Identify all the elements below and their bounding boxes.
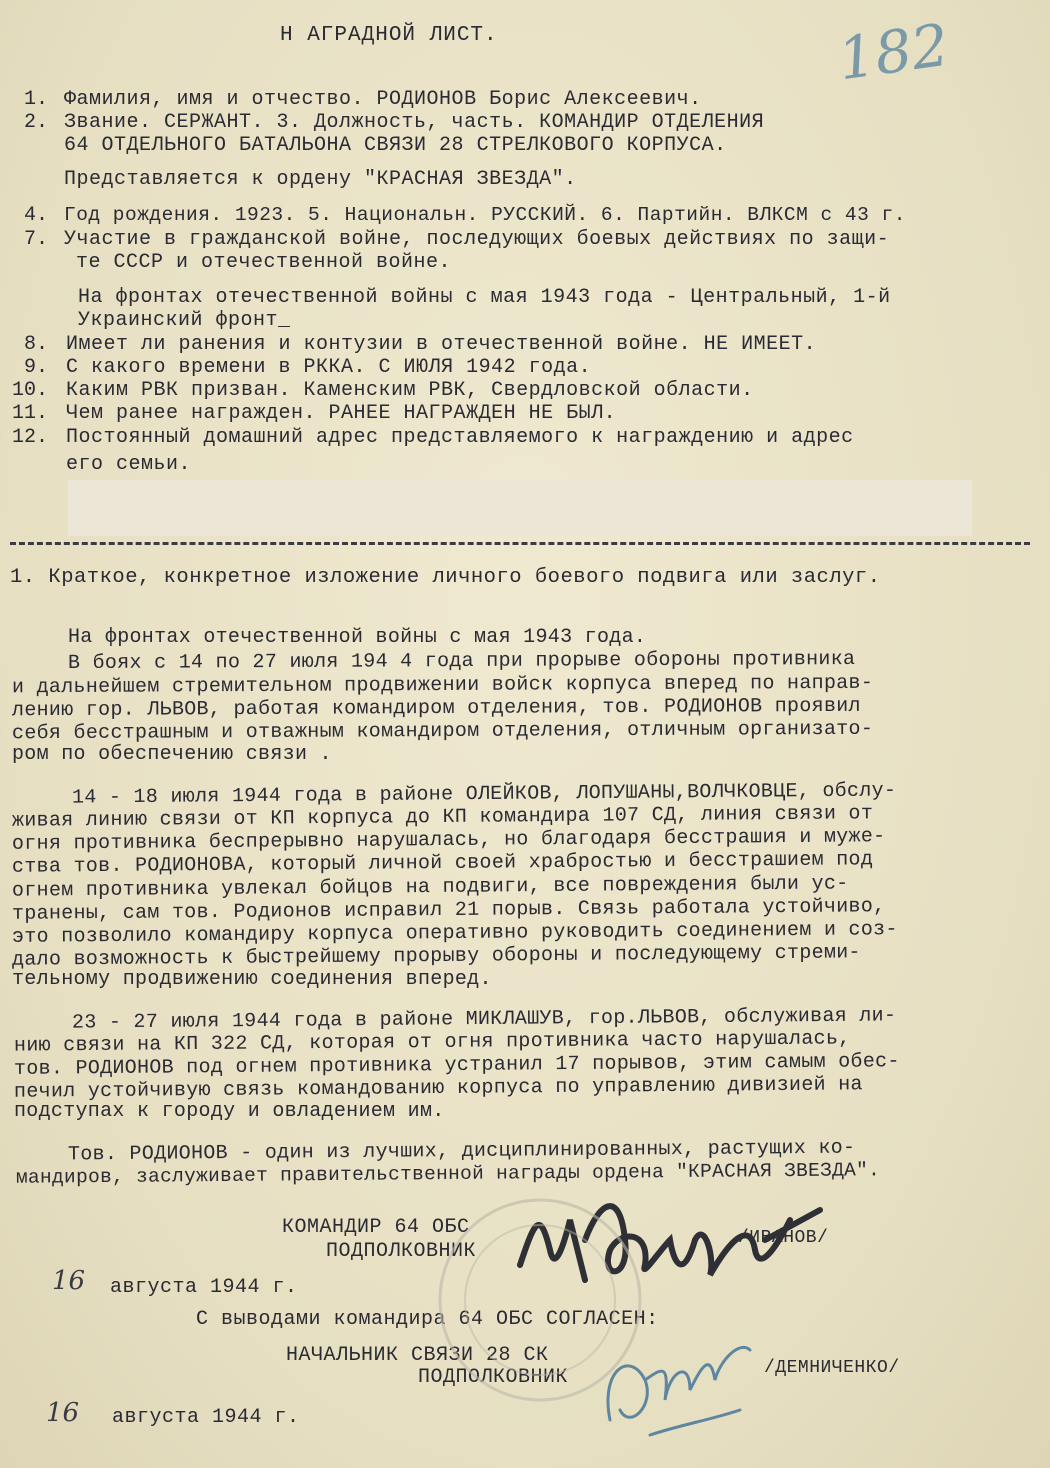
field-participation: Участие в гражданской войне, последующих боевых действиях по защи- [64, 228, 890, 251]
body-line: лению гор. ЛЬВОВ, работая командиром отделения, тов. РОДИОНОВ проявил [11, 694, 861, 723]
body-line: ства тов. РОДИОНОВА, который личной своей храбростью и бесстрашием под [11, 848, 874, 879]
body-line: тельному продвижению соединения вперед. [12, 968, 492, 991]
archive-number: 182 [833, 10, 953, 94]
signer1-date-day: 16 [52, 1266, 86, 1296]
field-num: 2. [23, 111, 48, 134]
field-unit: 64 ОТДЕЛЬНОГО БАТАЛЬОНА СВЯЗИ 28 СТРЕЛКОВОГО КОРПУСА. [64, 134, 727, 157]
demnichenko-signature [590, 1310, 790, 1450]
body-line: подступах к городу и овладением им. [14, 1100, 445, 1123]
field-num: 11. [11, 402, 48, 425]
body-line: 14 - 18 июля 1944 года в районе ОЛЕЙКОВ, ЛОПУШАНЫ,ВОЛЧКОВЦЕ, обслу- [71, 779, 897, 810]
body-line: ром по обеспечению связи . [12, 743, 332, 766]
signer1-rank: ПОДПОЛКОВНИК [326, 1240, 477, 1263]
body-line: Тов. РОДИОНОВ - один из лучших, дисциплинированных, растущих ко- [67, 1136, 856, 1167]
body-line: 23 - 27 июля 1944 года в районе МИКЛАШУВ, гор.ЛЬВОВ, обслуживая ли- [71, 1004, 897, 1035]
field-previous-awards: Чем ранее награжден. РАНЕЕ НАГРАЖДЕН НЕ БЫЛ. [66, 402, 617, 425]
concurrence-line: С выводами командира 64 ОБС СОГЛАСЕН: [196, 1308, 659, 1331]
body-line: это позволило командиру корпуса оперативно руководить соединением и соз- [11, 918, 898, 949]
field-num: 4. [23, 204, 48, 227]
body-line: мандиров, заслуживает правительственной награды ордена "КРАСНАЯ ЗВЕЗДА". [15, 1159, 881, 1189]
body-line: огнем противника увлекал бойцов на подвиги, все повреждения были ус- [11, 872, 849, 903]
field-num: 1. [23, 88, 48, 111]
body-line: живая линию связи от КП корпуса до КП командира 107 СД, линия связи от [11, 802, 874, 833]
body-line: транены, сам тов. Родионов исправил 21 порыв. Связь работала устойчиво, [11, 895, 886, 926]
signer2-title: НАЧАЛЬНИК СВЯЗИ 28 СК [286, 1344, 549, 1367]
field-num: 7. [23, 228, 48, 251]
body-line: огня противника беспрерывно нарушалась, но благодаря бесстрашия и муже- [11, 825, 886, 856]
signer1-name: /ИВАНОВ/ [738, 1228, 829, 1248]
field-nominated-for: Представляется к ордену "КРАСНАЯ ЗВЕЗДА". [64, 168, 577, 191]
field-full-name: Фамилия, имя и отчество. РОДИОНОВ Борис Алексеевич. [64, 88, 702, 111]
field-num: 9. [23, 356, 48, 379]
field-rank-position: Звание. СЕРЖАНТ. 3. Должность, часть. КОМАНДИР ОТДЕЛЕНИЯ [64, 111, 765, 134]
section-heading: 1. Краткое, конкретное изложение личного боевого подвига или заслуг. [10, 566, 881, 589]
field-home-address: Постоянный домашний адрес представляемого к награждению и адрес [66, 426, 854, 449]
field-wounds: Имеет ли ранения и контузии в отечественной войне. НЕ ИМЕЕТ. [66, 333, 817, 356]
body-line: тов. РОДИОНОВ под огнем противника устранил 17 порывов, этим самым обес- [13, 1050, 900, 1081]
field-fronts: На фронтах отечественной войны с мая 1943 года - Центральный, 1-й [78, 286, 891, 309]
signer2-name: /ДЕМНИЧЕНКО/ [764, 1358, 900, 1378]
document-title: Н АГРАДНОЙ ЛИСТ. [280, 24, 498, 47]
field-num: 12. [11, 426, 48, 449]
section-divider [10, 542, 1030, 545]
field-fronts-cont: Украинский фронт_ [78, 309, 291, 332]
body-line: печил устойчивую связь командованию корпуса по управлению дивизией на [13, 1073, 863, 1104]
field-rkka-since: С какого времени в РККА. С ИЮЛЯ 1942 года. [66, 356, 592, 379]
field-participation-cont: те СССР и отечественной войне. [76, 251, 452, 274]
redacted-area [68, 480, 972, 536]
body-line: дало возможность к быстрейшему прорыву обороны и последующему стреми- [11, 941, 861, 972]
field-num: 10. [11, 379, 48, 402]
signer2-date: августа 1944 г. [112, 1406, 300, 1429]
field-num: 8. [23, 333, 48, 356]
field-birth-nationality-party: Год рождения. 1923. 5. Национальн. РУССКИЙ. 6. Партийн. ВЛКСМ с 43 г. [64, 204, 906, 226]
body-line: В боях с 14 по 27 июля 194 4 года при прорыве обороны противника [67, 647, 856, 676]
signer2-date-day: 16 [46, 1398, 80, 1428]
body-line: На фронтах отечественной войны с мая 1943 года. [68, 626, 647, 649]
body-line: нию связи на КП 322 СД, которая от огня противника часто нарушалась, [13, 1027, 851, 1058]
field-home-address-cont: его семьи. [66, 453, 192, 476]
field-conscription-office: Каким РВК призван. Каменским РВК, Свердловской области. [66, 379, 754, 402]
signer1-date: августа 1944 г. [110, 1276, 298, 1299]
signer1-title: КОМАНДИР 64 ОБС [282, 1216, 470, 1239]
signer2-rank: ПОДПОЛКОВНИК [418, 1366, 569, 1389]
body-line: себя бесстрашным и отважным командиром отделения, отличным организато- [11, 717, 874, 746]
body-line: и дальнейшем стремительном продвижении войск корпуса вперед по направ- [11, 671, 874, 700]
